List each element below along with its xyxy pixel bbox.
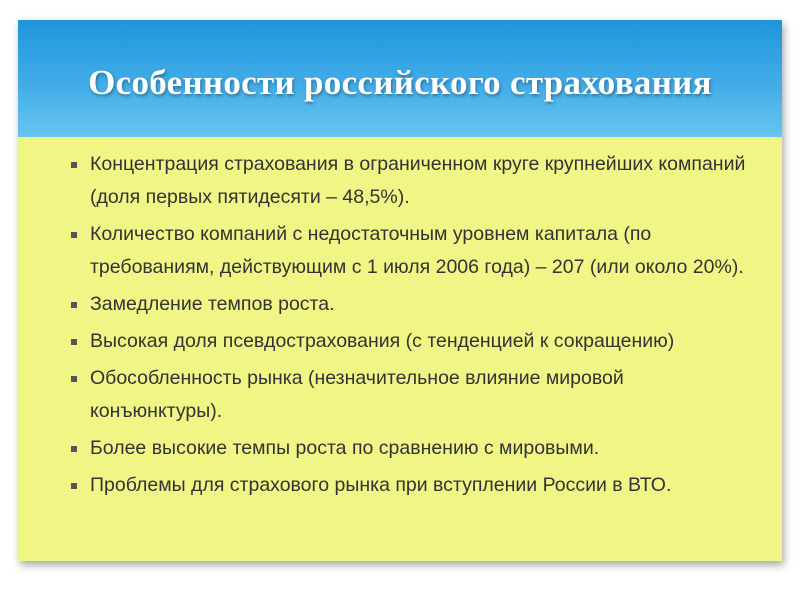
bullet-item [68, 218, 758, 284]
bullet-list [68, 148, 758, 506]
bullet-text: Количество компаний с недостаточным уровнем капитала (по требованиям, действующим с 1 июля 2006 года) – 207 (или около 20%). [90, 223, 744, 278]
bullet-text: Проблемы для страхового рынка при вступлении России в ВТО. [90, 474, 672, 496]
slide [18, 20, 782, 561]
bullet-item [68, 148, 758, 214]
bullet-text: Замедление темпов роста. [90, 293, 335, 315]
bullet-square-icon [71, 446, 77, 452]
slide-title: Особенности российского страхования [88, 62, 712, 102]
slide-header [18, 20, 782, 137]
bullet-square-icon [71, 302, 77, 308]
bullet-item [68, 288, 758, 321]
bullet-item [68, 432, 758, 465]
bullet-item [68, 325, 758, 358]
bullet-item [68, 362, 758, 428]
bullet-text: Концентрация страхования в ограниченном круге крупнейших компаний (доля первых пятидесяти – 48,5%). [90, 153, 746, 208]
bullet-text: Более высокие темпы роста по сравнению с мировыми. [90, 437, 600, 459]
bullet-square-icon [71, 483, 77, 489]
bullet-square-icon [71, 339, 77, 345]
bullet-text: Обособленность рынка (незначительное влияние мировой конъюнктуры). [90, 367, 624, 422]
bullet-item [68, 469, 758, 502]
bullet-square-icon [71, 232, 77, 238]
bullet-square-icon [71, 162, 77, 168]
bullet-text: Высокая доля псевдострахования (с тенденцией к сокращению) [90, 330, 675, 352]
bullet-square-icon [71, 376, 77, 382]
